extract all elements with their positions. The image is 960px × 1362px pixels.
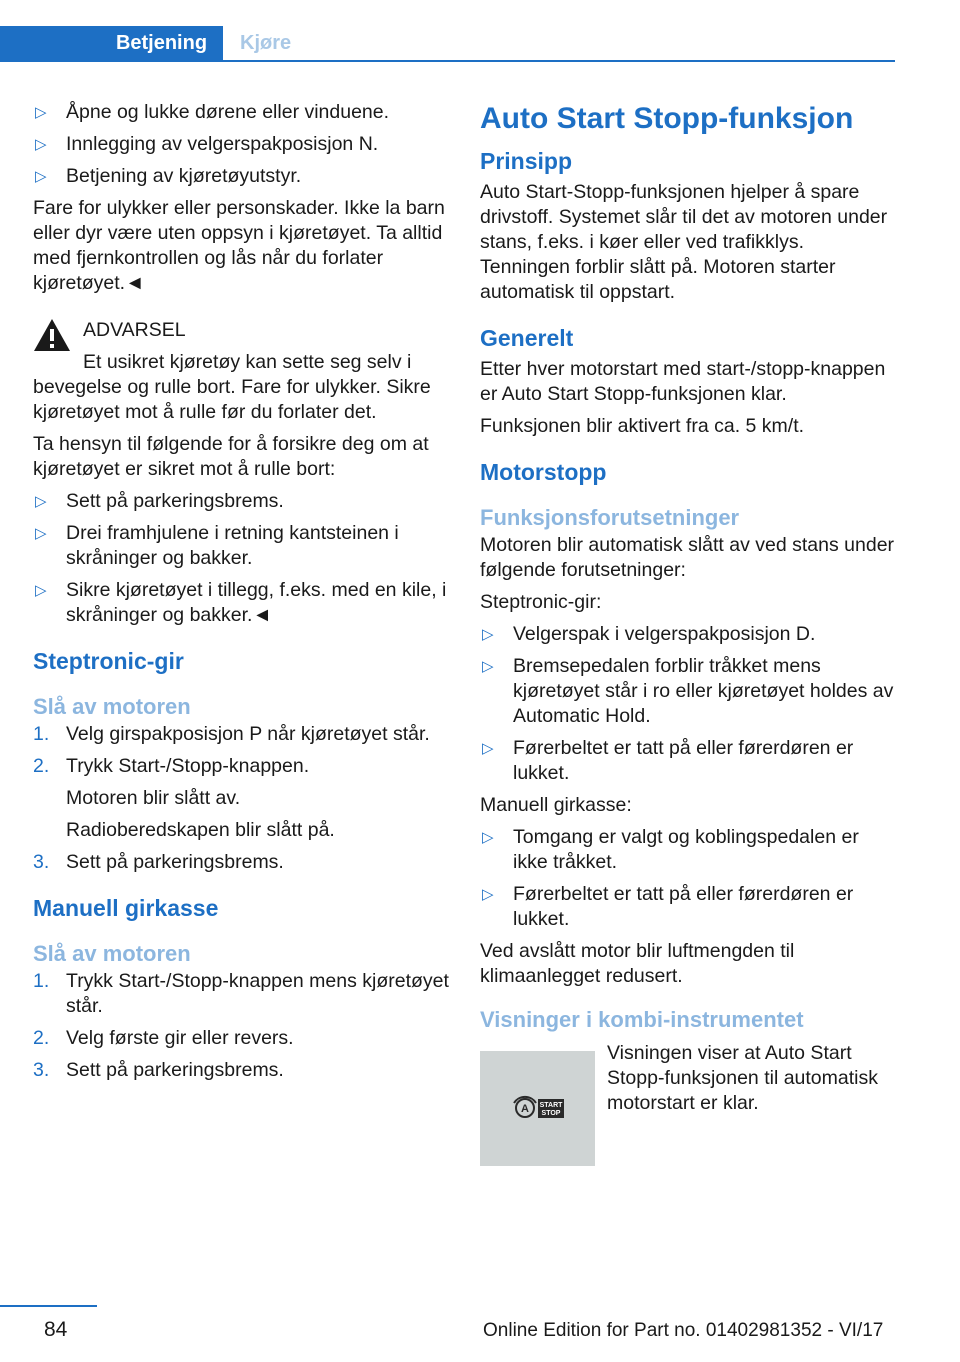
- warning-line1: Et usikret kjøretøy kan sette seg selv i: [83, 351, 412, 373]
- list-item: [33, 521, 449, 571]
- left-column: [33, 100, 449, 1090]
- icon-letter: A: [521, 1103, 529, 1115]
- heading-sla-av-motoren: Slå av motoren: [33, 694, 191, 719]
- page-header: [0, 0, 895, 62]
- list-item: [480, 882, 895, 932]
- list-item-text: Åpne og lukke dørene eller vinduene.: [66, 101, 390, 123]
- step-number: 1.: [33, 970, 50, 992]
- step-text: Sett på parkeringsbrems.: [66, 851, 284, 873]
- step-number: 2.: [33, 1027, 50, 1049]
- step-item: [33, 754, 449, 779]
- step-text: Velg girspakposisjon P når kjøretøyet står.: [66, 723, 430, 745]
- triangle-bullet-icon: ▷: [482, 626, 494, 643]
- right-column: [480, 100, 895, 1186]
- tab-betjening-label: Betjening: [115, 32, 208, 54]
- warning-rest: bevegelse og rulle bort. Fare for ulykker. Sikre kjøretøyet mot å rulle før du forlater det.: [33, 376, 431, 423]
- triangle-bullet-icon: ▷: [35, 493, 47, 510]
- icon-stop-text: STOP: [541, 1110, 561, 1117]
- step-text: Sett på parkeringsbrems.: [66, 1059, 284, 1081]
- warning-title: ADVARSEL: [83, 319, 186, 341]
- klima-paragraph: Ved avslått motor blir luftmengden til klimaanlegget redusert.: [480, 940, 795, 987]
- triangle-bullet-icon: ▷: [482, 658, 494, 675]
- auto-start-stop-icon: [480, 1051, 595, 1166]
- warning-triangle-icon: [33, 318, 71, 352]
- triangle-bullet-icon: ▷: [35, 168, 47, 185]
- list-item-text: Sett på parkeringsbrems.: [66, 490, 284, 512]
- list-item-text: Førerbeltet er tatt på eller førerdøren er lukket.: [513, 737, 854, 784]
- footer-rule: [0, 1305, 97, 1307]
- list-item-text: Tomgang er valgt og koblingspedalen er ikke tråkket.: [513, 826, 859, 873]
- icon-start-text: START: [539, 1102, 563, 1109]
- heading-prinsipp: Prinsipp: [480, 148, 573, 174]
- list-item-text: Velgerspak i velgerspakposisjon D.: [513, 623, 816, 645]
- step-item: [33, 969, 449, 1019]
- list-item: [33, 578, 449, 628]
- header-rule: [0, 60, 895, 62]
- triangle-bullet-icon: ▷: [35, 136, 47, 153]
- prinsipp-paragraph: Auto Start-Stopp-funksjonen hjelper å spare drivstoff. Systemet slår til det av motoren under stans, f.eks. i køer eller ved trafikklys. Tenningen forblir slått på. Motoren starter automatisk til oppstart.: [480, 181, 888, 303]
- step-note: Motoren blir slått av.: [66, 787, 241, 809]
- list-item: [33, 164, 449, 189]
- step-text: Trykk Start-/Stopp-knappen.: [66, 755, 310, 777]
- heading-generelt: Generelt: [480, 325, 574, 351]
- list-item-text: Betjening av kjøretøyutstyr.: [66, 165, 302, 187]
- page-number: 84: [44, 1318, 68, 1341]
- tab-kjore-label: Kjøre: [240, 32, 292, 54]
- step-item: [33, 1026, 449, 1051]
- heading-manuell-girkasse: Manuell girkasse: [33, 895, 219, 921]
- tab-kjore[interactable]: [240, 26, 291, 60]
- step-text: Velg første gir eller revers.: [66, 1027, 294, 1049]
- heading-steptronic: Steptronic-gir: [33, 648, 184, 674]
- triangle-bullet-icon: ▷: [482, 740, 494, 757]
- list-item-text: Innlegging av velgerspakposisjon N.: [66, 133, 379, 155]
- heading-visninger: Visninger i kombi-instrumentet: [480, 1007, 804, 1032]
- danger-paragraph: Fare for ulykker eller personskader. Ikke la barn eller dyr være uten oppsyn i kjøretøyet. Ta alltid med fjernkontrollen og lås når du forlater kjøretøyet.◄: [33, 197, 445, 294]
- list-item: [33, 132, 449, 157]
- step-number: 3.: [33, 1059, 50, 1081]
- edition-note: Online Edition for Part no. 01402981352 - VI/17: [483, 1320, 884, 1341]
- step-text: Trykk Start-/Stopp-knappen mens kjøretøyet står.: [66, 970, 449, 1017]
- forutsetninger-paragraph: Motoren blir automatisk slått av ved stans under følgende forutsetninger:: [480, 534, 895, 581]
- list-item-text: Drei framhjulene i retning kantsteinen i skråninger og bakker.: [66, 522, 399, 569]
- step-number: 3.: [33, 851, 50, 873]
- heading-funksjonsforutsetninger: Funksjonsforutsetninger: [480, 505, 740, 530]
- tab-betjening[interactable]: [0, 26, 223, 60]
- generelt-paragraph-2: Funksjonen blir aktivert fra ca. 5 km/t.: [480, 415, 805, 437]
- warning-box: [33, 318, 449, 425]
- kombi-figure: [480, 1041, 895, 1186]
- triangle-bullet-icon: ▷: [482, 886, 494, 903]
- label-manuell: Manuell girkasse:: [480, 794, 632, 816]
- triangle-bullet-icon: ▷: [35, 525, 47, 542]
- generelt-paragraph-1: Etter hver motorstart med start-/stopp-knappen er Auto Start Stopp-funksjonen klar.: [480, 358, 886, 405]
- visninger-paragraph: Visningen viser at Auto Start Stopp-funksjonen til automatisk motorstart er klar.: [607, 1042, 878, 1114]
- list-item-text: Førerbeltet er tatt på eller førerdøren er lukket.: [513, 883, 854, 930]
- heading-auto-start-stopp: Auto Start Stopp-funksjon: [480, 102, 854, 135]
- secure-paragraph: Ta hensyn til følgende for å forsikre deg om at kjøretøyet er sikret mot å rulle bort:: [33, 433, 429, 480]
- step-item: [33, 1058, 449, 1083]
- list-item: [480, 654, 895, 729]
- triangle-bullet-icon: ▷: [35, 582, 47, 599]
- list-item: [480, 825, 895, 875]
- step-note: Radioberedskapen blir slått på.: [66, 819, 335, 841]
- list-item: [33, 489, 449, 514]
- step-number: 2.: [33, 755, 50, 777]
- triangle-bullet-icon: ▷: [35, 104, 47, 121]
- auto-start-stop-indicator-image: [480, 1051, 595, 1166]
- triangle-bullet-icon: ▷: [482, 829, 494, 846]
- label-steptronic: Steptronic-gir:: [480, 591, 602, 613]
- step-item: [33, 850, 449, 875]
- list-item-text: Bremsepedalen forblir tråkket mens kjøretøyet står i ro eller kjøretøyet holdes av Automatic Hold.: [513, 655, 894, 727]
- list-item: [480, 622, 895, 647]
- heading-motorstopp: Motorstopp: [480, 459, 607, 485]
- list-item: [33, 100, 449, 125]
- list-item: [480, 736, 895, 786]
- list-item-text: Sikre kjøretøyet i tillegg, f.eks. med en kile, i skråninger og bakker.◄: [66, 579, 447, 626]
- step-item: [33, 722, 449, 747]
- step-number: 1.: [33, 723, 50, 745]
- heading-sla-av-motoren: Slå av motoren: [33, 941, 191, 966]
